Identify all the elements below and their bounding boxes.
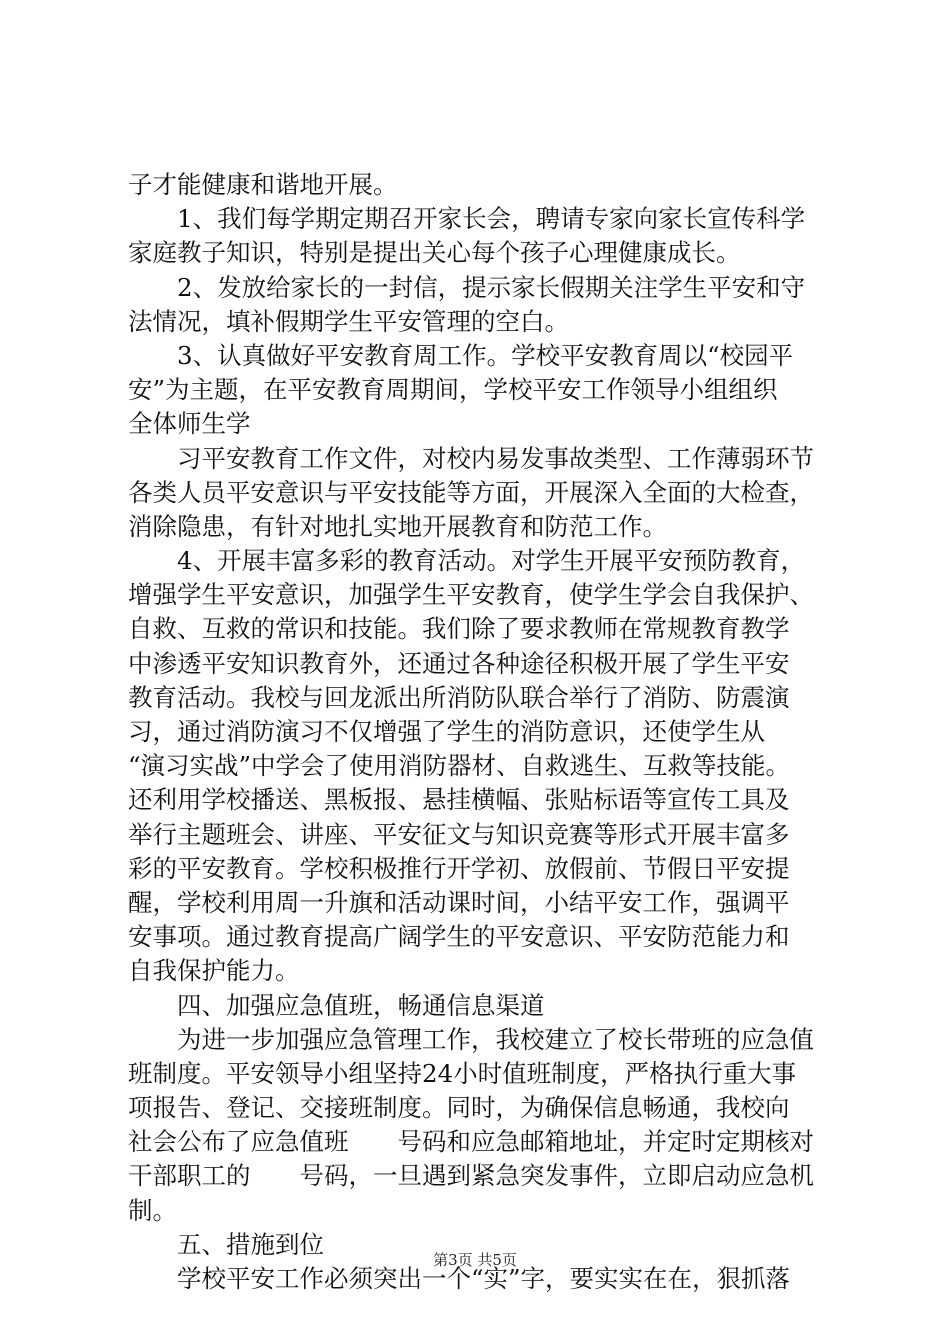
paragraph-line: 2、发放给家长的一封信，提示家长假期关注学生平安和守 <box>177 272 806 302</box>
text-line: 中渗透平安知识教育外，还通过各种途径积极开展了学生平安 <box>128 648 790 678</box>
text-line: 教育活动。我校与回龙派出所消防队联合举行了消防、防震演 <box>128 682 790 712</box>
text-line: 安事项。通过教育提高广阔学生的平安意识、平安防范能力和 <box>128 922 790 952</box>
section-heading: 五、措施到位 <box>177 1229 324 1259</box>
text-line: 还利用学校播送、黑板报、悬挂横幅、张贴标语等宣传工具及 <box>128 785 790 815</box>
text-line: 消除隐患，有针对地扎实地开展教育和防范工作。 <box>128 511 667 541</box>
text-line: 自救、互救的常识和技能。我们除了要求教师在常规教育教学 <box>128 614 790 644</box>
text-line: 家庭教子知识，特别是提出关心每个孩子心理健康成长。 <box>128 238 741 268</box>
section-heading: 四、加强应急值班，畅通信息渠道 <box>177 990 545 1020</box>
paragraph-line: 习平安教育工作文件，对校内易发事故类型、工作薄弱环节 <box>177 443 814 473</box>
text-line: 法情况，填补假期学生平安管理的空白。 <box>128 306 569 336</box>
page-number-footer: 第3页 共5页 <box>433 1251 517 1269</box>
text-line: 干部职工的 号码，一旦遇到紧急突发事件，立即启动应急机 <box>128 1161 814 1191</box>
text-line: 社会公布了应急值班 号码和应急邮箱地址，并定时定期核对 <box>128 1127 814 1157</box>
paragraph-line: 3、认真做好平安教育周工作。学校平安教育周以“校园平 <box>177 340 794 370</box>
text-line: 增强学生平安意识，加强学生平安教育，使学生学会自我保护、 <box>128 580 814 610</box>
paragraph-line: 1、我们每学期定期召开家长会，聘请专家向家长宣传科学 <box>177 204 806 234</box>
text-line: 子才能健康和谐地开展。 <box>128 170 398 199</box>
text-line: 全体师生学 <box>128 409 251 439</box>
text-line: 醒，学校利用周一升旗和活动课时间，小结平安工作，强调平 <box>128 887 790 917</box>
text-line: 习，通过消防演习不仅增强了学生的消防意识，还使学生从 <box>128 717 765 746</box>
body-text <box>128 168 828 1296</box>
text-line: 自我保护能力。 <box>128 956 300 986</box>
paragraph-line: 学校平安工作必须突出一个“实”字，要实实在在，狠抓落 <box>177 1264 791 1293</box>
paragraph-line: 4、开展丰富多彩的教育活动。对学生开展平安预防教育， <box>177 546 806 576</box>
text-line: 制。 <box>128 1195 177 1225</box>
text-line: 安”为主题，在平安教育周期间，学校平安工作领导小组组织 <box>128 375 778 405</box>
text-line: 各类人员平安意识与平安技能等方面，开展深入全面的大检查， <box>128 477 814 507</box>
text-line: 项报告、登记、交接班制度。同时，为确保信息畅通，我校向 <box>128 1093 790 1123</box>
text-line: 班制度。平安领导小组坚持24小时值班制度，严格执行重大事 <box>128 1058 797 1088</box>
text-line: 举行主题班会、讲座、平安征文与知识竞赛等形式开展丰富多 <box>128 819 790 849</box>
text-line: “演习实战”中学会了使用消防器材、自救逃生、互救等技能。 <box>128 751 791 781</box>
paragraph-line: 为进一步加强应急管理工作，我校建立了校长带班的应急值 <box>177 1024 814 1054</box>
text-line: 彩的平安教育。学校积极推行开学初、放假前、节假日平安提 <box>128 853 790 883</box>
